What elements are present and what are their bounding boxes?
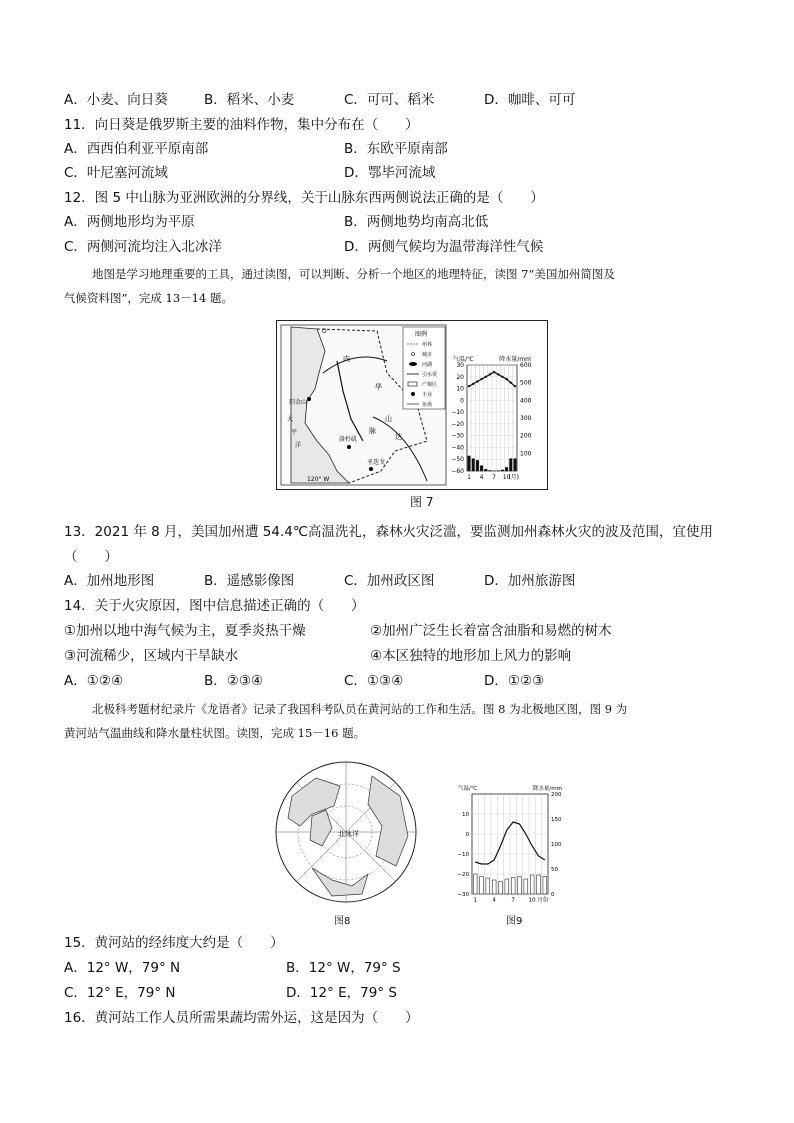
legend-item-2: 城市 [422, 352, 433, 358]
x-tick-label: 7 [511, 897, 515, 904]
q10-option-d: D．咖啡、可可 [484, 92, 576, 108]
precip-bar [501, 470, 504, 471]
q11-option-b: B．东欧平原南部 [344, 141, 448, 157]
left-tick-label: −60 [451, 468, 464, 475]
precip-bar [505, 467, 508, 471]
q15-stem: 15．黄河站的经纬度大约是（ ） [64, 935, 284, 951]
q15-option-d: D．12° E，79° S [286, 985, 397, 1001]
q14-stem: 14．关于火灾原因，图中信息描述正确的（ ） [64, 598, 365, 614]
q11-option-a: A．西西伯利亚平原南部 [64, 141, 209, 157]
x-tick-label: 1 [467, 474, 471, 481]
precip-bar [492, 880, 496, 894]
x-tick-label: 月份 [537, 897, 549, 904]
temperature-point [505, 378, 507, 380]
x-tick-label: 10 [502, 474, 511, 481]
label-hua: 华 [375, 383, 382, 391]
label-pacific-1: 大 [287, 416, 294, 423]
q14-option-a: A．①②④ [64, 673, 124, 689]
q14-statement-1: ①加州以地中海气候为主，夏季炎热干燥 [64, 623, 306, 639]
legend-item-4: 引水渠 [422, 372, 438, 378]
left-tick-label: 0 [460, 397, 464, 405]
precip-bar [518, 877, 522, 895]
q10-option-a: A．小麦、向日葵 [64, 92, 168, 108]
legend-item-5: 产棉区 [422, 382, 438, 388]
figure-7-caption: 图 7 [410, 495, 434, 509]
q11-option-d: D．鄂毕河流域 [344, 165, 436, 181]
q13-option-c: C．加州政区图 [344, 573, 435, 589]
left-tick-label: 10 [456, 385, 464, 393]
q11-option-c: C．叶尼塞河流域 [64, 165, 168, 181]
q13-option-a: A．加州地形图 [64, 573, 155, 589]
x-tick-label: 4 [479, 474, 484, 481]
precip-bar [530, 875, 534, 894]
precip-bar [537, 875, 541, 894]
precip-bar [486, 878, 490, 894]
precip-bar [473, 874, 477, 894]
temperature-point [480, 378, 482, 380]
precip-bar [511, 878, 515, 895]
x-tick-label: (月) [508, 474, 520, 481]
precip-bar [514, 459, 517, 471]
temperature-point [514, 385, 516, 387]
label-o: O [322, 328, 327, 335]
left-tick-label: 0 [465, 831, 469, 838]
figure-8-svg [272, 756, 420, 908]
figure-7-climate-chart [451, 355, 531, 481]
left-tick-label: 20 [456, 373, 464, 381]
precip-bar [489, 470, 492, 471]
q13-stem: 13．2021 年 8 月，美国加州遭 54.4℃高温洗礼，森林火灾泛滥，要监测加州森林火灾的波及范围，宜使用 [64, 524, 714, 540]
q12-option-c: C．两侧河流均注入北冰洋 [64, 239, 222, 255]
label-sf: 旧金山 [289, 399, 308, 406]
left-tick-label: −10 [457, 851, 469, 858]
right-tick-label: 200 [551, 791, 562, 798]
label-shan: 山 [385, 415, 392, 423]
q14-option-b: B．②③④ [204, 673, 264, 689]
city-dot-sf [307, 397, 311, 401]
legend-item-7: 鱼场 [422, 402, 433, 408]
left-tick-label: 10 [462, 811, 469, 818]
precip-bar [476, 460, 479, 471]
q14-statement-2: ②加州广泛生长着富含油脂和易燃的树木 [370, 623, 612, 639]
precip-bar [480, 466, 483, 471]
q14-option-d: D．①②③ [484, 673, 545, 689]
temperature-point [468, 385, 470, 387]
intro2-line2: 黄河站气温曲线和降水量柱状图。读图，完成 15－16 题。 [64, 726, 366, 740]
right-tick-label: 300 [520, 415, 532, 422]
left-axis-title: 气温/℃ [458, 786, 478, 792]
city-dot-sd [369, 467, 373, 471]
figure-7-svg [277, 321, 547, 489]
q15-option-c: C．12° E，79° N [64, 985, 176, 1001]
precip-bar [543, 877, 547, 895]
q16-stem: 16．黄河站工作人员所需果蔬均需外运，这是因为（ ） [64, 1010, 419, 1026]
label-pacific-3: 洋 [295, 442, 302, 449]
right-tick-label: 0 [551, 891, 555, 898]
left-axis-title: 气温/℃ [453, 356, 474, 363]
figure-9-caption: 图9 [506, 916, 523, 927]
label-longitude: 120° W [307, 476, 330, 483]
left-tick-label: −20 [457, 871, 469, 878]
x-tick-label: 10 [528, 897, 536, 904]
temperature-point [510, 381, 512, 383]
legend-title: 图例 [415, 331, 428, 338]
temperature-point [501, 376, 503, 378]
left-tick-label: −50 [451, 456, 464, 464]
q11-stem: 11．向日葵是俄罗斯主要的油料作物，集中分布在（ ） [64, 117, 419, 133]
precip-bar [499, 882, 503, 895]
q14-statement-3: ③河流稀少，区域内干旱缺水 [64, 648, 239, 664]
left-tick-label: 30 [456, 362, 464, 369]
left-tick-label: −20 [451, 420, 464, 428]
q12-option-d: D．两侧气候均为温带海洋性气候 [344, 239, 544, 255]
precip-bar [524, 879, 528, 894]
x-tick-label: 1 [473, 897, 477, 904]
figure-8-arctic-map [272, 756, 420, 908]
precip-bar [505, 879, 509, 894]
label-da: 达 [395, 433, 402, 441]
right-axis-title: 降水量/mm [532, 786, 562, 792]
right-tick-label: 50 [551, 866, 558, 873]
label-mo: 脉 [369, 427, 376, 435]
legend-item-6: 丰业 [422, 392, 433, 398]
city-dot-la [347, 445, 351, 449]
right-tick-label: 100 [551, 841, 562, 848]
x-tick-label: 7 [492, 474, 496, 481]
precip-bar [468, 456, 471, 471]
right-tick-label: 100 [520, 450, 532, 458]
temperature-point [493, 371, 495, 373]
q14-statement-4: ④本区独特的地形加上风力的影响 [370, 648, 572, 664]
right-tick-label: 600 [520, 362, 532, 369]
temperature-point [497, 373, 499, 375]
label-la: 洛杉矶 [339, 436, 358, 443]
temperature-point [472, 383, 474, 385]
temperature-point [476, 380, 478, 382]
right-tick-label: 400 [520, 397, 532, 405]
left-tick-label: −30 [457, 891, 469, 898]
figure-9-svg [448, 780, 578, 908]
q10-option-c: C．可可、稻米 [344, 92, 435, 108]
precip-bar [480, 877, 484, 895]
label-pacific-2: 平 [291, 429, 298, 436]
q13-option-b: B．遥感影像图 [204, 573, 295, 589]
q14-option-c: C．①③④ [344, 673, 404, 689]
legend-item-3: 河湖 [422, 362, 433, 368]
intro1-line1: 地图是学习地理重要的工具，通过读图，可以判断、分析一个地区的地理特征，读图 7“美国加州简图及 [92, 267, 615, 281]
q13-option-d: D．加州旅游图 [484, 573, 576, 589]
figure-8-caption: 图8 [334, 916, 351, 927]
q12-option-b: B．两侧地势均南高北低 [344, 214, 489, 230]
q13-stem-paren: （ ） [64, 549, 118, 565]
q15-option-b: B．12° W，79° S [286, 960, 401, 976]
label-sd: 圣迭戈 [367, 459, 386, 466]
intro1-line2: 气候资料图”，完成 13－14 题。 [64, 291, 233, 305]
figure-9-climate-chart [448, 780, 578, 908]
left-tick-label: −40 [451, 444, 464, 452]
temperature-point [489, 373, 491, 375]
precip-bar [510, 459, 513, 471]
label-nei: 内 [343, 355, 350, 363]
left-tick-label: −10 [451, 409, 464, 417]
precip-bar [472, 459, 475, 471]
legend-item-1: 州界 [422, 342, 433, 348]
x-tick-label: 4 [492, 897, 496, 904]
right-tick-label: 500 [520, 379, 532, 387]
precip-bar [485, 469, 488, 471]
q12-option-a: A．两侧地形均为平原 [64, 214, 195, 230]
right-axis-title: 降水量/mm [499, 356, 531, 363]
figure-7-map-and-chart [276, 320, 548, 490]
q10-option-b: B．稻米、小麦 [204, 92, 295, 108]
intro2-line1: 北极科考题材纪录片《龙语者》记录了我国科考队员在黄河站的工作和生活。图 8 为北极地区图，图 9 为 [92, 702, 628, 716]
right-tick-label: 200 [520, 432, 532, 440]
temperature-point [485, 376, 487, 378]
left-tick-label: −30 [451, 432, 464, 440]
q12-stem: 12．图 5 中山脉为亚洲欧洲的分界线，关于山脉东西两侧说法正确的是（ ） [64, 190, 544, 206]
q15-option-a: A．12° W，79° N [64, 960, 181, 976]
right-tick-label: 150 [551, 816, 562, 823]
label-arctic-ocean: 北冰洋 [338, 830, 359, 838]
